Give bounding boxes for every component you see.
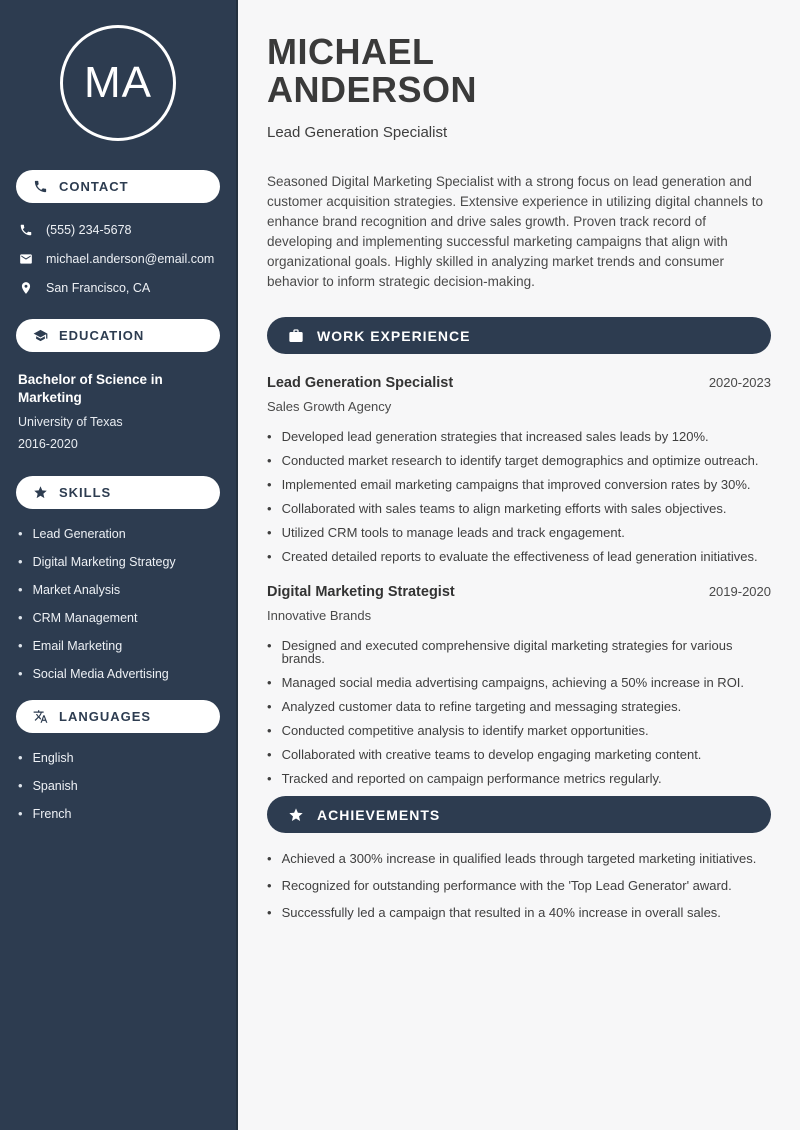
list-item xyxy=(267,852,771,865)
bullet-dot: • xyxy=(267,675,272,690)
bullet-dot: • xyxy=(18,582,23,597)
bullet-dot: • xyxy=(18,778,23,793)
star-icon xyxy=(33,485,48,500)
achievements-section-title: ACHIEVEMENTS xyxy=(317,806,441,823)
bullet-dot: • xyxy=(267,699,272,714)
skills-list xyxy=(16,526,220,681)
achievements-section-header xyxy=(267,796,771,833)
bullet-dot: • xyxy=(18,526,23,541)
job-bullet: Utilized CRM tools to manage leads and track engagement. xyxy=(281,525,625,540)
job-bullet: Tracked and reported on campaign performance metrics regularly. xyxy=(281,771,662,786)
education-section-title: EDUCATION xyxy=(59,328,145,343)
list-item xyxy=(18,526,220,541)
bullet-dot: • xyxy=(267,477,272,492)
headline-job-title: Lead Generation Specialist xyxy=(267,124,448,141)
work-experience-section-header xyxy=(267,317,771,354)
list-item xyxy=(267,550,771,563)
job-entry xyxy=(267,375,771,563)
languages-section-header xyxy=(16,700,220,733)
bullet-dot: • xyxy=(267,747,272,762)
list-item xyxy=(267,502,771,515)
list-item xyxy=(267,700,771,713)
list-item xyxy=(18,750,220,765)
job-company: Innovative Brands xyxy=(267,608,372,623)
skill-label: Digital Marketing Strategy xyxy=(32,555,176,569)
job-entry xyxy=(267,584,771,785)
skill-label: Market Analysis xyxy=(32,583,121,597)
name-line-1: MICHAEL xyxy=(267,31,435,72)
job-bullet: Conducted market research to identify target demographics and optimize outreach. xyxy=(281,453,759,468)
language-label: English xyxy=(32,751,74,765)
languages-section-title: LANGUAGES xyxy=(59,709,152,724)
bullet-dot: • xyxy=(267,429,272,444)
main-content xyxy=(238,0,800,1130)
list-item xyxy=(18,610,220,625)
job-position-title: Digital Marketing Strategist xyxy=(267,584,455,600)
page-title xyxy=(267,33,771,109)
list-item xyxy=(18,778,220,793)
list-item xyxy=(267,639,771,665)
contact-section-title: CONTACT xyxy=(59,179,129,194)
bullet-dot: • xyxy=(18,610,23,625)
languages-list xyxy=(16,750,220,821)
education-section-header xyxy=(16,319,220,352)
achievements-list xyxy=(267,852,771,919)
list-item xyxy=(267,906,771,919)
work-experience-section-title: WORK EXPERIENCE xyxy=(317,327,471,344)
bullet-dot: • xyxy=(267,549,272,564)
bullet-dot: • xyxy=(18,666,23,681)
bullet-dot: • xyxy=(267,453,272,468)
graduation-cap-icon xyxy=(33,328,48,343)
achievement-bullet: Recognized for outstanding performance with the 'Top Lead Generator' award. xyxy=(281,878,732,893)
bullet-dot: • xyxy=(267,723,272,738)
job-bullet: Collaborated with creative teams to develop engaging marketing content. xyxy=(281,747,702,762)
list-item xyxy=(267,478,771,491)
contact-list xyxy=(16,223,220,295)
star-icon xyxy=(288,807,304,823)
phone-icon xyxy=(33,179,48,194)
job-dates: 2019-2020 xyxy=(708,584,771,599)
bullet-dot: • xyxy=(267,501,272,516)
bullet-dot: • xyxy=(267,525,272,540)
bullet-dot: • xyxy=(18,638,23,653)
bullet-dot: • xyxy=(18,554,23,569)
list-item xyxy=(18,666,220,681)
bullet-dot: • xyxy=(267,851,272,866)
job-header xyxy=(267,375,771,391)
sidebar xyxy=(0,0,238,1130)
contact-section-header xyxy=(16,170,220,203)
language-label: French xyxy=(32,807,72,821)
list-item xyxy=(267,724,771,737)
job-bullet: Collaborated with sales teams to align marketing efforts with sales objectives. xyxy=(281,501,727,516)
list-item xyxy=(18,582,220,597)
job-header xyxy=(267,584,771,600)
translate-icon xyxy=(33,709,48,724)
list-item xyxy=(267,748,771,761)
bullet-dot: • xyxy=(267,905,272,920)
contact-email-value: michael.anderson@email.com xyxy=(46,252,215,266)
list-item xyxy=(267,526,771,539)
job-bullet-list xyxy=(267,430,771,563)
skills-section-header xyxy=(16,476,220,509)
education-years: 2016-2020 xyxy=(18,437,78,451)
briefcase-icon xyxy=(288,328,304,344)
education-entry xyxy=(16,371,220,451)
contact-row-phone xyxy=(16,223,220,237)
job-bullet: Conducted competitive analysis to identify market opportunities. xyxy=(281,723,649,738)
phone-icon xyxy=(19,223,33,237)
bullet-dot: • xyxy=(267,878,272,893)
list-item xyxy=(18,554,220,569)
list-item xyxy=(18,806,220,821)
list-item xyxy=(267,676,771,689)
contact-row-email xyxy=(16,252,220,266)
contact-phone-value: (555) 234-5678 xyxy=(46,223,132,237)
language-label: Spanish xyxy=(32,779,78,793)
email-icon xyxy=(19,252,33,266)
education-degree: Bachelor of Science in Marketing xyxy=(18,372,163,405)
skill-label: Email Marketing xyxy=(32,639,123,653)
list-item xyxy=(18,638,220,653)
location-icon xyxy=(19,281,33,295)
name-line-2: ANDERSON xyxy=(267,69,478,110)
job-bullet-list xyxy=(267,639,771,785)
bullet-dot: • xyxy=(267,638,272,653)
list-item xyxy=(267,879,771,892)
list-item xyxy=(267,430,771,443)
job-dates: 2020-2023 xyxy=(708,375,771,390)
skill-label: Lead Generation xyxy=(32,527,126,541)
list-item xyxy=(267,454,771,467)
avatar-initials: MA xyxy=(84,58,152,107)
job-bullet: Implemented email marketing campaigns that improved conversion rates by 30%. xyxy=(281,477,751,492)
professional-summary: Seasoned Digital Marketing Specialist with a strong focus on lead generation and customer acquisition strategies. Extensive experience in utilizing digital channels to enhance brand recognition and drive sales growth. Proven track record of developing and implementing successful marketing campaigns that align with organizational goals. Highly skilled in analyzing market trends and consumer behavior to inform strategic decision-making. xyxy=(267,174,764,289)
skill-label: Social Media Advertising xyxy=(32,667,169,681)
contact-location-value: San Francisco, CA xyxy=(46,281,151,295)
job-bullet: Managed social media advertising campaigns, achieving a 50% increase in ROI. xyxy=(281,675,745,690)
contact-row-location xyxy=(16,281,220,295)
job-bullet: Developed lead generation strategies that increased sales leads by 120%. xyxy=(281,429,709,444)
education-school: University of Texas xyxy=(18,415,123,429)
job-bullet: Designed and executed comprehensive digital marketing strategies for various brands. xyxy=(281,638,733,666)
job-company: Sales Growth Agency xyxy=(267,399,392,414)
skills-section-title: SKILLS xyxy=(59,485,112,500)
bullet-dot: • xyxy=(18,806,23,821)
achievement-bullet: Successfully led a campaign that resulted in a 40% increase in overall sales. xyxy=(281,905,721,920)
bullet-dot: • xyxy=(18,750,23,765)
job-bullet: Analyzed customer data to refine targeting and messaging strategies. xyxy=(281,699,682,714)
list-item xyxy=(267,772,771,785)
achievement-bullet: Achieved a 300% increase in qualified leads through targeted marketing initiatives. xyxy=(281,851,757,866)
job-bullet: Created detailed reports to evaluate the effectiveness of lead generation initiatives. xyxy=(281,549,758,564)
skill-label: CRM Management xyxy=(32,611,138,625)
job-position-title: Lead Generation Specialist xyxy=(267,375,454,391)
bullet-dot: • xyxy=(267,771,272,786)
avatar xyxy=(60,25,176,141)
